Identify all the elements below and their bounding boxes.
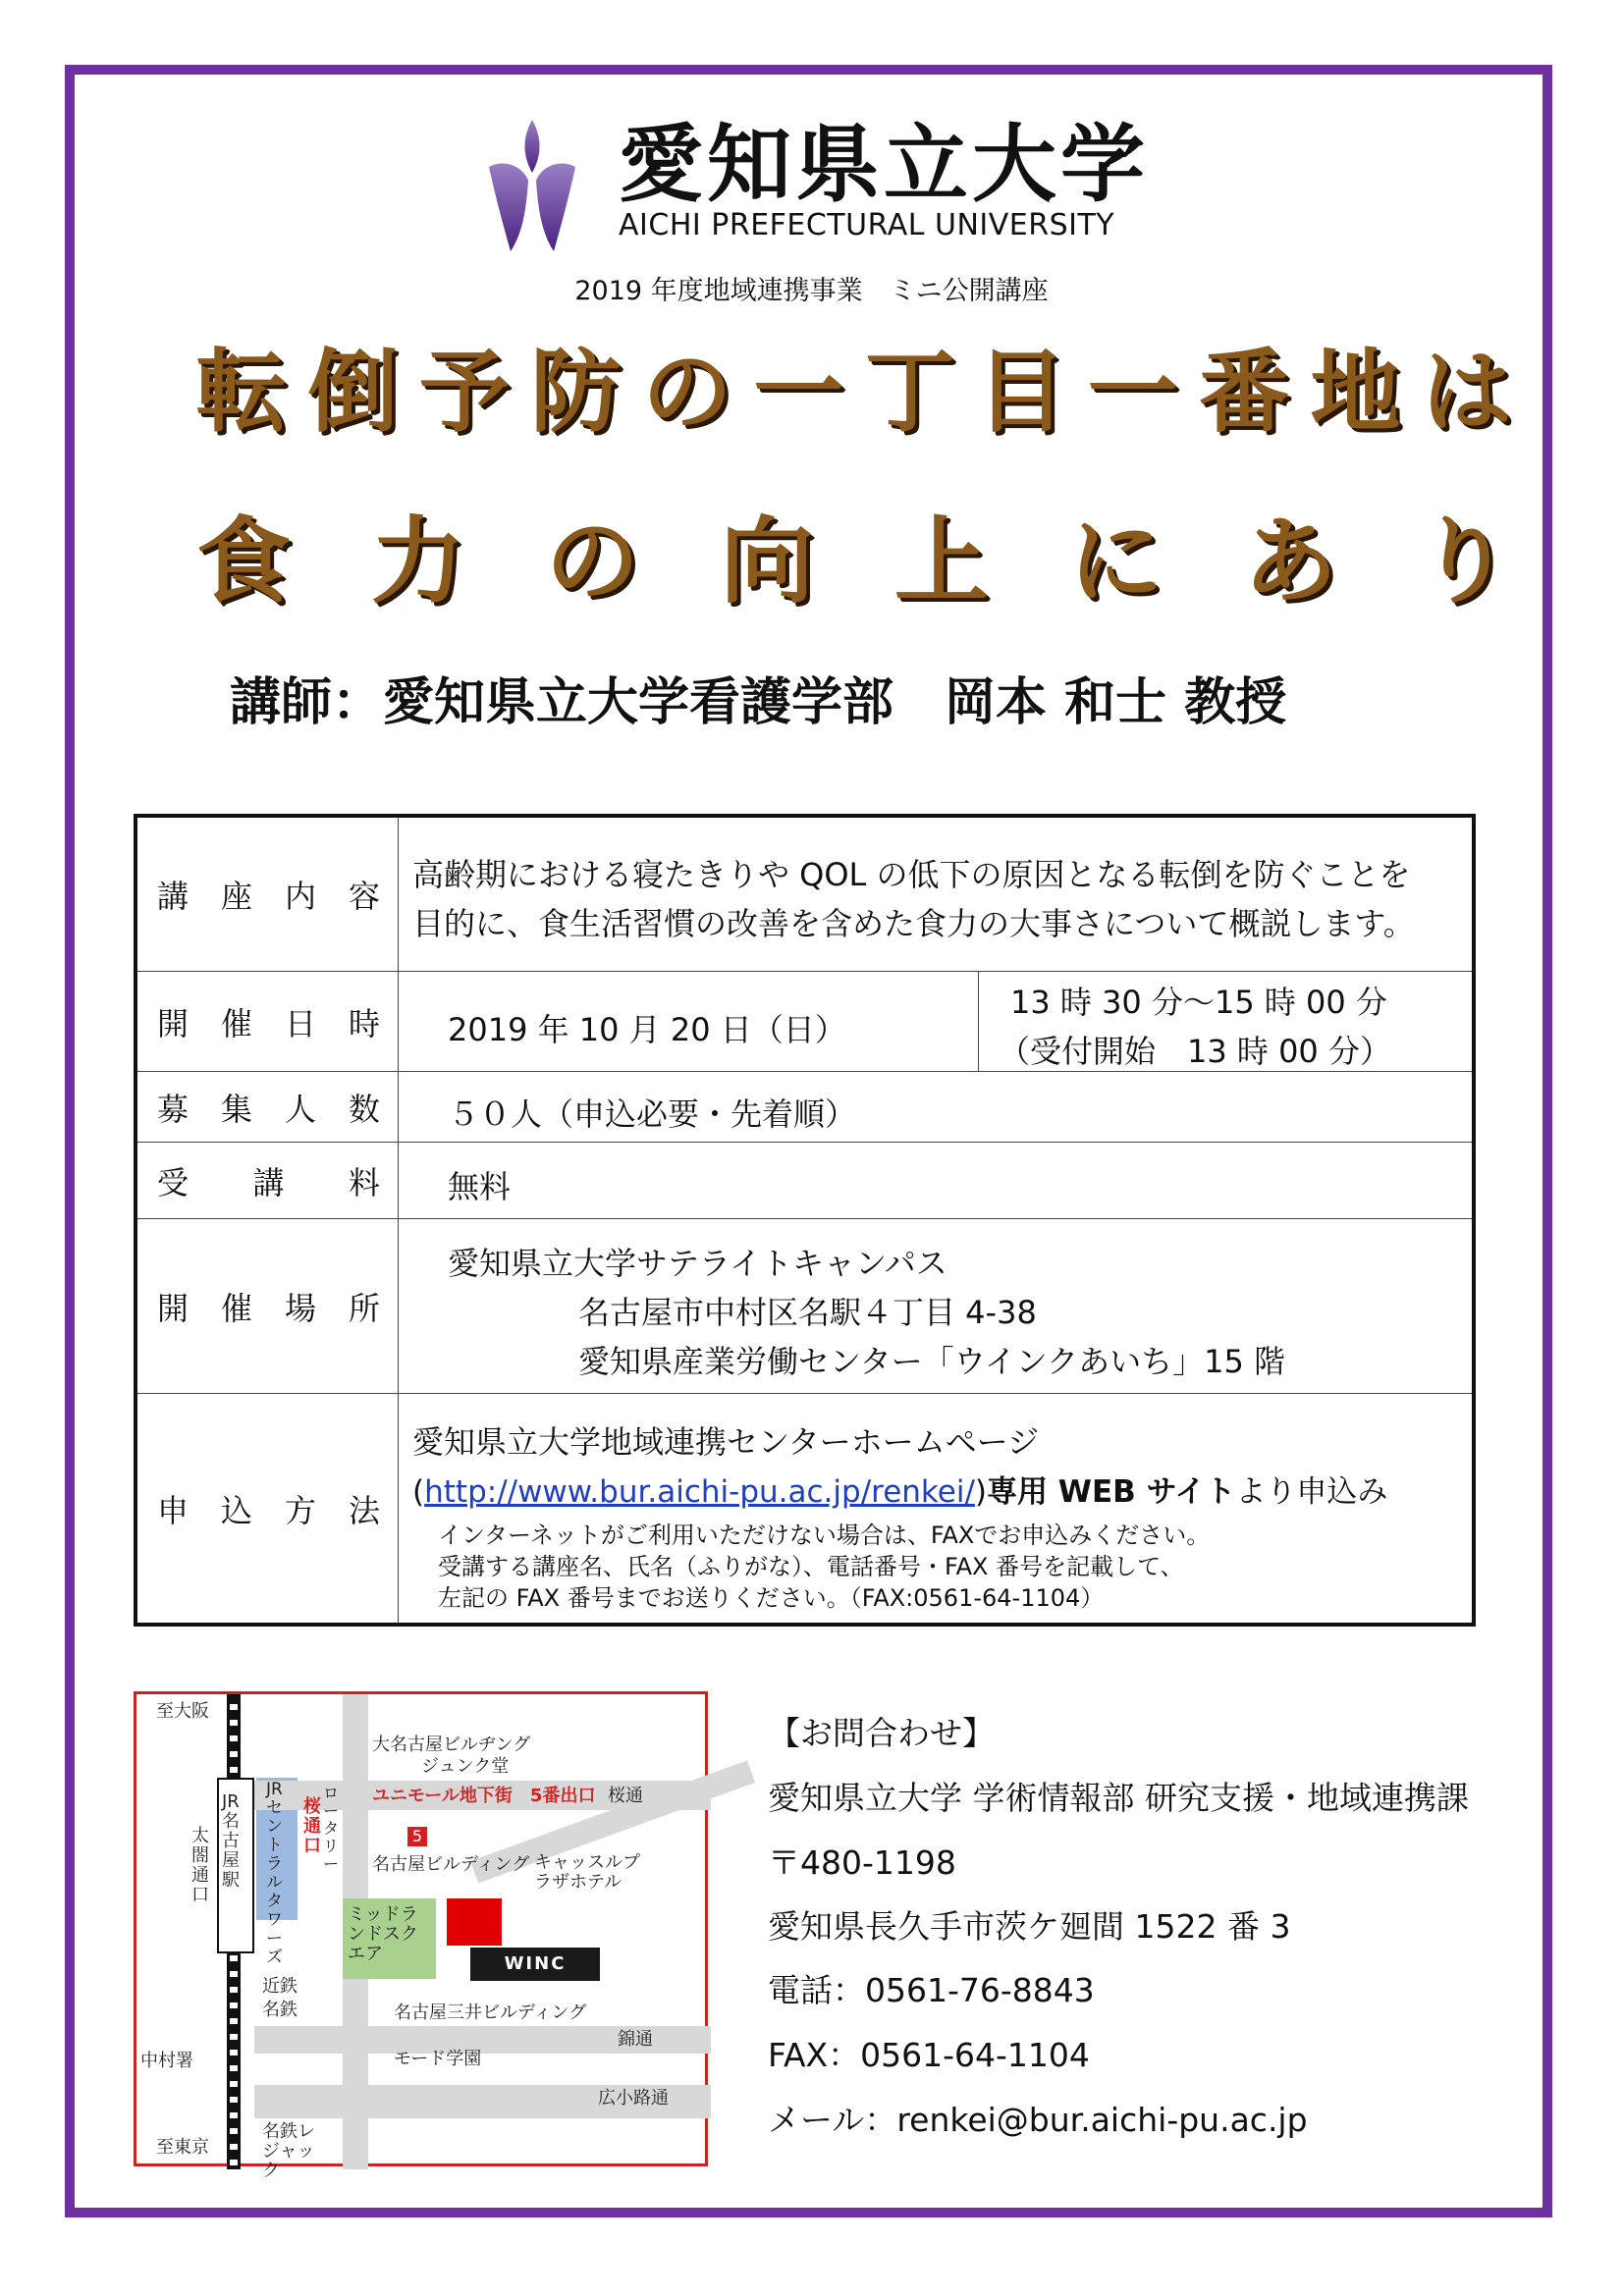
label-char: 場 <box>284 1289 316 1327</box>
map-label: 錦通 <box>618 2029 653 2050</box>
wink-aichi-target <box>447 1898 502 1946</box>
row-datetime <box>137 971 1472 1071</box>
label-char: 人 <box>284 1090 316 1128</box>
label-char: 内 <box>284 878 316 915</box>
value-apply <box>399 1394 1472 1623</box>
title-char: 一 <box>753 340 844 445</box>
label-char: 講 <box>157 878 189 915</box>
university-name-ja: 愛知県立大学 <box>619 116 1149 214</box>
title-char: 食 <box>196 507 291 616</box>
label-char: 方 <box>284 1491 316 1529</box>
university-logo <box>483 116 581 255</box>
title-char: 番 <box>1199 340 1290 445</box>
label-content <box>137 818 399 971</box>
title-char: 向 <box>720 507 815 616</box>
value-venue <box>399 1219 1472 1393</box>
title-char: 防 <box>530 340 622 445</box>
fax-note-1: インターネットがご利用いただけない場合は、FAXでお申込みください。 <box>438 1522 1211 1549</box>
map-label: ロータリー <box>323 1784 340 1873</box>
content-line-2: 目的に、食生活習慣の改善を含めた食力の大事さについて概説します。 <box>412 905 1415 942</box>
map-label: 名古屋ビルディング <box>372 1854 530 1875</box>
title-line-1 <box>196 334 1512 452</box>
title-char: 丁 <box>864 340 955 445</box>
label-capacity <box>137 1072 399 1142</box>
label-char: 日 <box>284 1004 316 1042</box>
label-char: 催 <box>220 1004 252 1042</box>
title-char: り <box>1417 507 1512 616</box>
title-char: 倒 <box>307 340 399 445</box>
contact-dept: 愛知県立大学 学術情報部 研究支援・地域連携課 <box>768 1779 1469 1817</box>
map-label: ジュンク堂 <box>421 1756 510 1777</box>
map-label: JR名古屋駅 <box>222 1791 240 1891</box>
label-venue <box>137 1219 399 1393</box>
fax-note-3: 左記の FAX 番号までお送りください。（FAX:0561-64-1104） <box>438 1584 1105 1612</box>
label-char: 開 <box>157 1289 189 1327</box>
row-content <box>137 818 1472 971</box>
project-caption: 2019 年度地域連携事業 ミニ公開講座 <box>574 276 1049 306</box>
label-char: 座 <box>220 878 252 915</box>
title-char: は <box>1421 340 1512 445</box>
map-label: 広小路通 <box>598 2088 669 2109</box>
label-char: 開 <box>157 1004 189 1042</box>
map-label: 太閤通口 <box>191 1826 209 1905</box>
contact-postal: 〒480-1198 <box>768 1843 956 1882</box>
value-content <box>399 818 1472 971</box>
row-apply <box>137 1393 1472 1623</box>
value-datetime <box>399 972 1472 1071</box>
venue-name: 愛知県立大学サテライトキャンパス <box>448 1245 947 1282</box>
map-label: 至大阪 <box>156 1701 209 1722</box>
fax-note-2: 受講する講座名、氏名（ふりがな）、電話番号・FAX 番号を記載して、 <box>438 1553 1184 1580</box>
lecturer: 講師：愛知県立大学看護学部 岡本 和士 教授 <box>230 673 1287 732</box>
apply-line-2 <box>412 1467 1387 1511</box>
title-char: に <box>1068 507 1163 616</box>
row-capacity <box>137 1071 1472 1142</box>
title-char: 地 <box>1310 340 1401 445</box>
map-label: 近鉄 <box>262 1976 298 1997</box>
web-site-bold: 専用 WEB サイト <box>987 1474 1236 1510</box>
value-fee <box>399 1143 1472 1218</box>
label-char: 込 <box>220 1491 252 1529</box>
info-table <box>134 814 1476 1627</box>
label-apply <box>137 1394 399 1623</box>
event-date: 2019 年 10 月 20 日（日） <box>448 1011 846 1048</box>
title-char: の <box>545 507 640 616</box>
title-line-2 <box>196 503 1512 620</box>
title-char: 一 <box>1087 340 1178 445</box>
label-char: 所 <box>348 1289 380 1327</box>
reception-time: （受付開始 13 時 00 分） <box>999 1033 1391 1070</box>
web-tail: より申込み <box>1235 1474 1388 1510</box>
row-venue <box>137 1218 1472 1393</box>
contact-fax: FAX：0561-64-1104 <box>768 2036 1090 2074</box>
label-datetime <box>137 972 399 1071</box>
apply-line-1: 愛知県立大学地域連携センターホームページ <box>412 1423 1040 1461</box>
paren-open: ( <box>412 1474 425 1510</box>
map-label: 名鉄レジャック <box>262 2121 315 2181</box>
contact-phone: 電話：0561-76-8843 <box>768 1971 1095 2009</box>
map-label: JRセントラルタワーズ <box>266 1780 283 1967</box>
title-char: 転 <box>196 340 288 445</box>
map-label: 名古屋三井ビルディング <box>394 2002 587 2023</box>
label-char: 法 <box>348 1491 380 1529</box>
venue-address: 名古屋市中村区名駅４丁目 4-38 <box>578 1294 1037 1331</box>
content-line-1: 高齢期における寝たきりや QOL の低下の原因となる転倒を防ぐことを <box>412 856 1411 893</box>
label-char: 募 <box>157 1090 189 1128</box>
map-label: ユニモール地下街 5番出口 <box>372 1786 596 1806</box>
university-name-en: AICHI PREFECTURAL UNIVERSITY <box>619 208 1115 242</box>
renkei-url-link[interactable]: http://www.bur.aichi-pu.ac.jp/renkei/ <box>424 1474 975 1510</box>
title-char: 力 <box>370 507 465 616</box>
paren-close: ) <box>974 1474 988 1510</box>
map-label: 桜通 <box>608 1786 643 1806</box>
map-label: 中村署 <box>140 2051 193 2071</box>
row-fee <box>137 1142 1472 1218</box>
map-label: キャッスルプラザホテル <box>534 1852 640 1893</box>
title-char: あ <box>1243 507 1338 616</box>
label-char: 時 <box>348 1004 380 1042</box>
label-char: 講 <box>252 1163 285 1201</box>
map-label: 桜通口 <box>303 1796 321 1856</box>
title-char: 目 <box>976 340 1067 445</box>
map-label: ミッドランドスクエア <box>348 1904 418 1964</box>
time-cell <box>978 972 1472 1071</box>
access-map <box>134 1691 708 2181</box>
event-time: 13 時 30 分～15 時 00 分 <box>1010 984 1387 1021</box>
map-label: 大名古屋ビルヂング <box>372 1735 531 1755</box>
title-char: 上 <box>893 507 989 616</box>
wink-aichi-label: WINC AICHI <box>470 1948 600 1981</box>
contact-email[interactable]: メール：renkei@bur.aichi-pu.ac.jp <box>768 2101 1308 2139</box>
label-char: 数 <box>348 1090 380 1128</box>
label-char: 申 <box>157 1491 189 1529</box>
title-char: 予 <box>418 340 510 445</box>
contact-address: 愛知県長久手市茨ケ廻間 1522 番 3 <box>768 1907 1291 1946</box>
value-capacity <box>399 1072 1472 1142</box>
venue-building: 愛知県産業労働センター「ウインクあいち」15 階 <box>578 1343 1286 1380</box>
map-label: 至東京 <box>156 2137 209 2158</box>
label-char: 受 <box>157 1163 189 1201</box>
label-char: 容 <box>348 878 380 915</box>
exit-5-badge: 5 <box>407 1827 427 1846</box>
label-char: 催 <box>220 1289 252 1327</box>
label-fee <box>137 1143 399 1218</box>
map-label: 名鉄 <box>262 2000 298 2020</box>
fee: 無料 <box>448 1168 512 1205</box>
title-char: の <box>641 340 732 445</box>
contact-heading: 【お問合わせ】 <box>768 1714 995 1752</box>
label-char: 料 <box>348 1163 380 1201</box>
label-char: 集 <box>220 1090 252 1128</box>
capacity: ５０人（申込必要・先着順） <box>448 1095 857 1133</box>
map-label: モード学園 <box>394 2049 482 2069</box>
